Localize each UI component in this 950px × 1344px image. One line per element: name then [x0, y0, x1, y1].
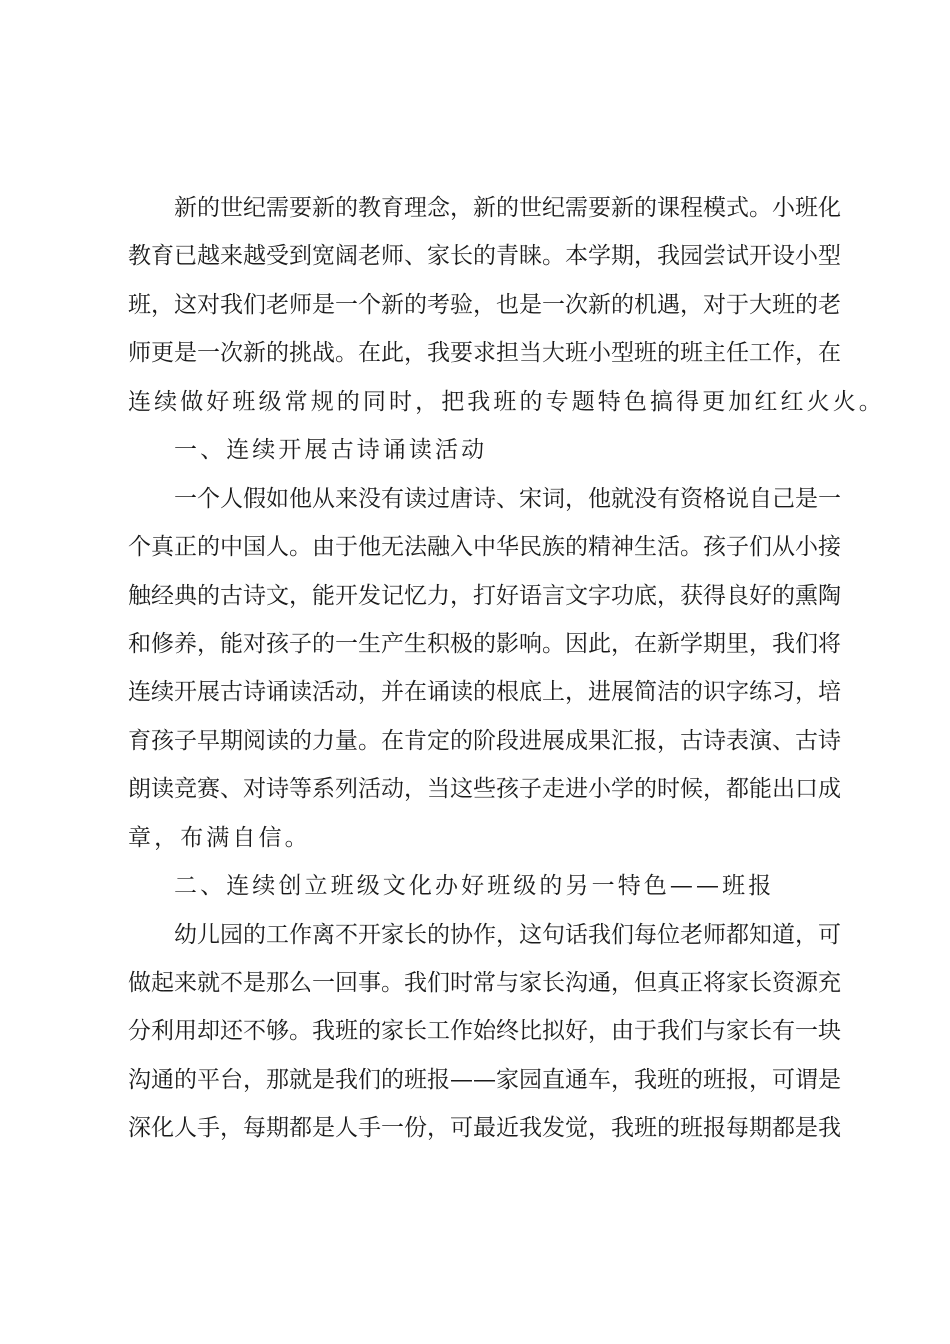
paragraph-3-line-3: 分利用却还不够。我班的家长工作始终比拟好，由于我们与家长有一块	[128, 1018, 841, 1045]
paragraph-1-line-2: 教育已越来越受到宽阔老师、家长的青睐。本学期，我园尝试开设小型	[128, 243, 841, 270]
paragraph-1-line-4: 师更是一次新的挑战。在此，我要求担当大班小型班的班主任工作，在	[128, 340, 841, 367]
paragraph-2-line-6: 育孩子早期阅读的力量。在肯定的阶段进展成果汇报，古诗表演、古诗	[128, 727, 841, 754]
paragraph-1-line-1: 新的世纪需要新的教育理念，新的世纪需要新的课程模式。小班化	[174, 195, 841, 221]
paragraph-3-line-2: 做起来就不是那么一回事。我们时常与家长沟通，但真正将家长资源充	[128, 970, 841, 996]
paragraph-2-line-3: 触经典的古诗文，能开发记忆力，打好语言文字功底，获得良好的熏陶	[128, 582, 841, 609]
paragraph-2-line-8: 章，布满自信。	[128, 824, 311, 851]
paragraph-1-line-3: 班，这对我们老师是一个新的考验，也是一次新的机遇，对于大班的老	[128, 291, 841, 318]
paragraph-3-line-4: 沟通的平台，那就是我们的班报——家园直通车，我班的班报，可谓是	[128, 1066, 841, 1093]
paragraph-2-line-4: 和修养，能对孩子的一生产生积极的影响。因此，在新学期里，我们将	[128, 630, 841, 657]
document-body	[128, 184, 885, 1153]
paragraph-2-line-5: 连续开展古诗诵读活动，并在诵读的根底上，进展简洁的识字练习，培	[128, 679, 841, 706]
section-heading-1: 一、连续开展古诗诵读活动	[174, 437, 488, 464]
paragraph-2-line-7: 朗读竞赛、对诗等系列活动，当这些孩子走进小学的时候，都能出口成	[128, 776, 841, 803]
paragraph-2-line-2: 个真正的中国人。由于他无法融入中华民族的精神生活。孩子们从小接	[128, 534, 841, 561]
paragraph-1-line-5: 连续做好班级常规的同时，把我班的专题特色搞得更加红红火火。	[128, 388, 885, 415]
paragraph-3-line-5: 深化人手，每期都是人手一份，可最近我发觉，我班的班报每期都是我	[128, 1115, 841, 1142]
paragraph-3-line-1: 幼儿园的工作离不开家长的协作，这句话我们每位老师都知道，可	[174, 921, 841, 948]
paragraph-2-line-1: 一个人假如他从来没有读过唐诗、宋词，他就没有资格说自己是一	[174, 485, 841, 512]
section-heading-2: 二、连续创立班级文化办好班级的另一特色——班报	[174, 873, 775, 900]
